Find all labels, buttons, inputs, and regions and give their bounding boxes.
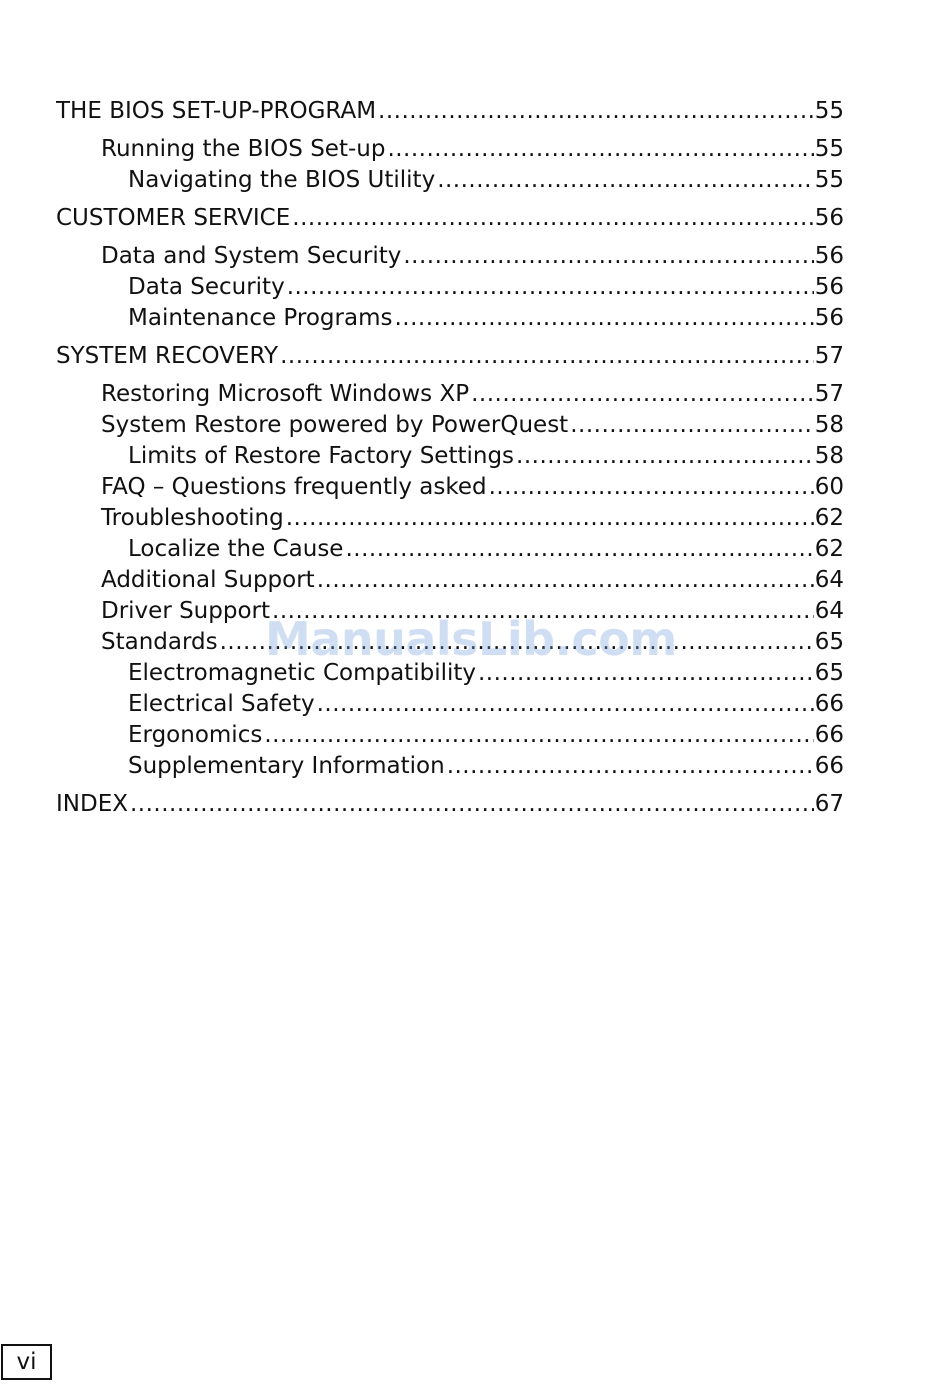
toc-entry-title: System Restore powered by PowerQuest — [101, 412, 569, 438]
toc-entry-page: 64 — [814, 598, 844, 624]
toc-dot-leader — [387, 134, 813, 165]
toc-entry-page: 64 — [814, 567, 844, 593]
toc-entry-page: 56 — [814, 205, 844, 231]
toc-entry-title: Supplementary Information — [128, 753, 445, 779]
table-of-contents — [56, 96, 844, 820]
toc-entry[interactable] — [56, 241, 844, 272]
toc-dot-leader — [317, 565, 814, 596]
toc-entry-page: 58 — [814, 412, 844, 438]
toc-entry-title: Driver Support — [101, 598, 271, 624]
toc-entry-title: Standards — [101, 629, 218, 655]
toc-entry[interactable] — [56, 303, 844, 334]
toc-entry-title: Electrical Safety — [128, 691, 315, 717]
toc-entry-page: 56 — [814, 305, 844, 331]
toc-entry-title: Data and System Security — [101, 243, 402, 269]
toc-entry[interactable] — [56, 472, 844, 503]
toc-dot-leader — [287, 272, 814, 303]
toc-entry-title: Navigating the BIOS Utility — [128, 167, 436, 193]
toc-dot-leader — [394, 303, 813, 334]
toc-entry-title: Limits of Restore Factory Settings — [128, 443, 515, 469]
toc-entry-title: Restoring Microsoft Windows XP — [101, 381, 470, 407]
toc-entry[interactable] — [56, 96, 844, 127]
toc-dot-leader — [292, 203, 813, 234]
toc-dot-leader — [447, 751, 814, 782]
toc-entry-page: 55 — [814, 136, 844, 162]
toc-entry[interactable] — [56, 565, 844, 596]
toc-entry-title: Localize the Cause — [128, 536, 344, 562]
toc-entry[interactable] — [56, 658, 844, 689]
toc-entry-page: 66 — [814, 691, 844, 717]
toc-dot-leader — [516, 441, 814, 472]
toc-entry-title: SYSTEM RECOVERY — [56, 343, 279, 369]
toc-entry[interactable] — [56, 379, 844, 410]
toc-entry[interactable] — [56, 503, 844, 534]
toc-entry[interactable] — [56, 441, 844, 472]
toc-entry-title: Electromagnetic Compatibility — [128, 660, 476, 686]
toc-entry-title: Troubleshooting — [101, 505, 284, 531]
toc-entry[interactable] — [56, 134, 844, 165]
toc-entry[interactable] — [56, 165, 844, 196]
toc-dot-leader — [272, 596, 814, 627]
toc-entry[interactable] — [56, 203, 844, 234]
toc-entry-title: THE BIOS SET-UP-PROGRAM — [56, 98, 377, 124]
toc-dot-leader — [280, 341, 814, 372]
toc-entry[interactable] — [56, 627, 844, 658]
toc-entry-title: INDEX — [56, 791, 128, 817]
toc-entry[interactable] — [56, 789, 844, 820]
page-number: vi — [1, 1344, 52, 1380]
toc-entry-page: 55 — [814, 167, 844, 193]
toc-entry[interactable] — [56, 689, 844, 720]
toc-entry-page: 55 — [814, 98, 844, 124]
toc-entry-title: Maintenance Programs — [128, 305, 393, 331]
toc-entry-page: 67 — [814, 791, 844, 817]
toc-entry-title: FAQ – Questions frequently asked — [101, 474, 487, 500]
toc-entry-page: 65 — [814, 660, 844, 686]
toc-dot-leader — [489, 472, 814, 503]
toc-entry[interactable] — [56, 272, 844, 303]
toc-entry[interactable] — [56, 534, 844, 565]
toc-entry-page: 60 — [814, 474, 844, 500]
toc-entry[interactable] — [56, 720, 844, 751]
toc-dot-leader — [570, 410, 814, 441]
toc-dot-leader — [220, 627, 814, 658]
toc-entry[interactable] — [56, 751, 844, 782]
toc-entry[interactable] — [56, 596, 844, 627]
toc-entry-page: 66 — [814, 722, 844, 748]
toc-dot-leader — [478, 658, 814, 689]
toc-entry-page: 56 — [814, 274, 844, 300]
toc-entry-title: Ergonomics — [128, 722, 263, 748]
toc-entry-page: 62 — [814, 536, 844, 562]
toc-entry-title: Additional Support — [101, 567, 315, 593]
toc-entry-page: 56 — [814, 243, 844, 269]
toc-entry-page: 66 — [814, 753, 844, 779]
toc-entry-page: 65 — [814, 629, 844, 655]
toc-entry-title: Data Security — [128, 274, 285, 300]
toc-entry-page: 58 — [814, 443, 844, 469]
toc-entry-page: 57 — [814, 343, 844, 369]
toc-dot-leader — [264, 720, 813, 751]
toc-dot-leader — [286, 503, 814, 534]
toc-dot-leader — [345, 534, 813, 565]
toc-entry[interactable] — [56, 410, 844, 441]
toc-entry-title: CUSTOMER SERVICE — [56, 205, 291, 231]
toc-dot-leader — [403, 241, 813, 272]
watermark: ManualsLib.com — [265, 612, 677, 666]
toc-dot-leader — [437, 165, 814, 196]
toc-dot-leader — [130, 789, 814, 820]
toc-entry-page: 57 — [814, 381, 844, 407]
toc-dot-leader — [471, 379, 814, 410]
toc-dot-leader — [317, 689, 814, 720]
toc-entry-title: Running the BIOS Set-up — [101, 136, 386, 162]
toc-entry[interactable] — [56, 341, 844, 372]
toc-entry-page: 62 — [814, 505, 844, 531]
toc-dot-leader — [378, 96, 814, 127]
